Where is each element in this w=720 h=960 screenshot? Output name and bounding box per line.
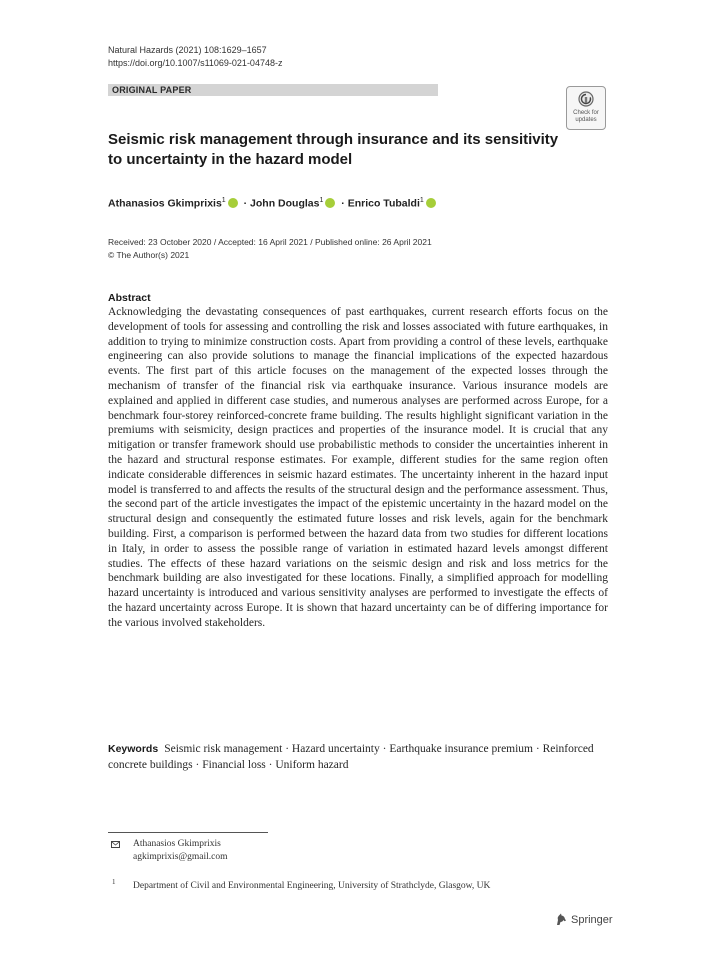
publication-dates: Received: 23 October 2020 / Accepted: 16 April 2021 / Published online: 26 April 2021 [108,237,432,247]
copyright-notice: © The Author(s) 2021 [108,250,190,260]
affiliation-number: 1 [112,878,116,886]
mail-icon [111,841,120,848]
author-separator: · [338,197,348,210]
corresponding-author-email[interactable]: agkimprixis@gmail.com [133,852,228,862]
crossmark-icon [578,91,594,107]
author-separator: · [240,197,251,210]
author-affiliation-mark: 1 [419,197,424,204]
keywords-list: Seismic risk management · Hazard uncertainty · Earthquake insurance premium · Reinforced concrete buildings · Financial loss · Uniform hazard [108,743,594,771]
author-affiliation-mark: 1 [319,197,324,204]
author-name[interactable]: Athanasios Gkimprixis [108,197,222,210]
footnote-divider [108,832,268,833]
orcid-icon[interactable] [426,198,436,208]
check-for-updates-label [567,110,605,124]
orcid-icon[interactable] [228,198,238,208]
journal-citation: Natural Hazards (2021) 108:1629–1657 [108,45,267,55]
corresponding-author-name: Athanasios Gkimprixis [133,839,221,849]
author-list [108,194,439,211]
author-name[interactable]: Enrico Tubaldi [347,197,420,210]
author-name[interactable]: John Douglas [250,197,320,210]
abstract-body: Acknowledging the devastating consequences of past earthquakes, current research efforts focus on the development of tools for assessing and controlling the risk and losses associated with future earthquakes, in addition to trying to minimize construction costs. Apart from providing a control of these levels, earthquake engineering can also provide solutions to manage the financial implications of the expected hazardous events. The first part of this article focuses on the management of the expected losses through the mechanism of transfer of the financial risk via earthquake insurance. Various insurance models are explained and applied in different case studies, and numerous analyses are performed across Europe, for a benchmark four-storey reinforced-concrete frame building. The results highlight significant variation in the premiums with seismicity, design practices and properties of the insurance model. It is crucial that any mitigation or transfer framework should use probabilistic methods to consider the uncertainties inherent in the hazard and structural response estimates. For example, different studies for the same region often indicate considerable differences in seismic hazard estimates. The uncertainty inherent in the hazard input model is transferred to and affects the results of the structural design and the performance assessment. Thus, the second part of the article investigates the impact of the epistemic uncertainty in the hazard model on the structural design and consequently the estimated future losses and risk levels, again for the benchmark building. First, a comparison is performed between the hazard data from two studies for different locations in Italy, in order to assess the possible range of variation in estimated hazard levels amongst different studies. The effects of these hazard variations on the seismic design and risk and loss metrics for the benchmark building are also investigated for these locations. Finally, a simplified approach for modelling hazard uncertainty is introduced and various sensitivity analyses are performed to investigate the effects of the hazard uncertainty across Europe. It is shown that hazard uncertainty can be of differing importance for the various involved stakeholders. [108,306,608,629]
check-updates-line1: Check for [573,110,599,116]
check-updates-line2: updates [575,117,597,123]
check-for-updates-badge[interactable] [566,86,606,130]
keywords-label: Keywords [108,743,159,755]
affiliation-text: Department of Civil and Environmental Engineering, University of Strathclyde, Glasgow, UK [133,881,491,891]
springer-horse-icon [555,913,567,926]
doi-link[interactable]: https://doi.org/10.1007/s11069-021-04748-z [108,58,283,68]
springer-wordmark: Springer [571,914,613,926]
article-title: Seismic risk management through insurance and its sensitivity to uncertainty in the hazard model [108,131,559,168]
orcid-icon[interactable] [325,198,335,208]
author-affiliation-mark: 1 [221,197,226,204]
keywords-block [108,741,608,773]
article-type-label: ORIGINAL PAPER [112,85,192,95]
abstract-heading: Abstract [108,292,151,304]
